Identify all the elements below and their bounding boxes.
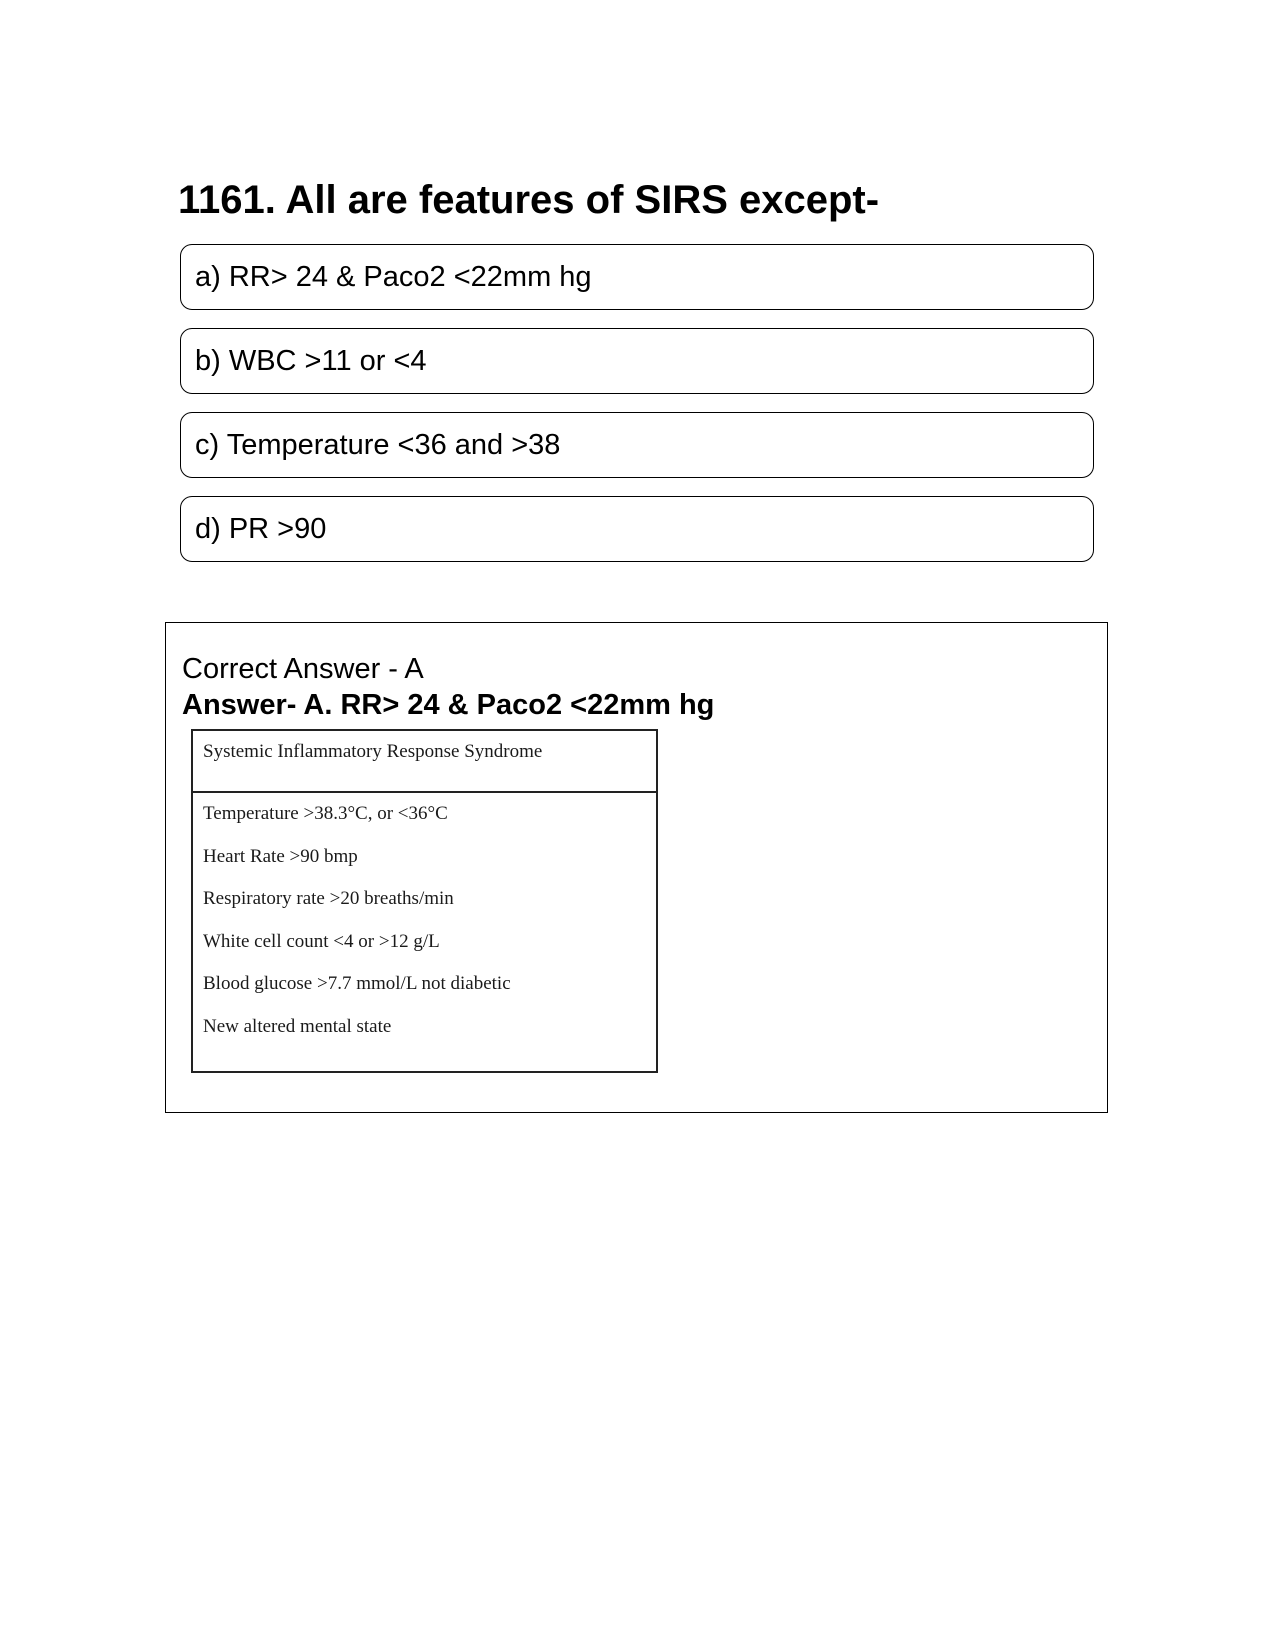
correct-answer-text: Correct Answer - A <box>182 653 424 685</box>
sirs-criterion: Temperature >38.3°C, or <36°C <box>203 803 448 824</box>
option-b[interactable]: b) WBC >11 or <4 <box>180 328 1094 394</box>
option-a[interactable]: a) RR> 24 & Paco2 <22mm hg <box>180 244 1094 310</box>
sirs-criteria-list <box>193 793 656 1058</box>
sirs-criterion: Blood glucose >7.7 mmol/L not diabetic <box>203 973 511 994</box>
sirs-criterion: White cell count <4 or >12 g/L <box>203 930 440 952</box>
answer-explanation-title: Answer- A. RR> 24 & Paco2 <22mm hg <box>182 689 715 721</box>
answer-box <box>165 622 1108 1113</box>
sirs-table-header: Systemic Inflammatory Response Syndrome <box>193 731 656 793</box>
sirs-criterion: Respiratory rate >20 breaths/min <box>203 888 454 909</box>
sirs-criteria-table <box>191 729 658 1073</box>
sirs-criterion: New altered mental state <box>203 1015 392 1037</box>
option-d[interactable]: d) PR >90 <box>180 496 1094 562</box>
sirs-criterion: Heart Rate >90 bmp <box>203 845 358 867</box>
option-c[interactable]: c) Temperature <36 and >38 <box>180 412 1094 478</box>
question-title: 1161. All are features of SIRS except- <box>178 178 880 222</box>
